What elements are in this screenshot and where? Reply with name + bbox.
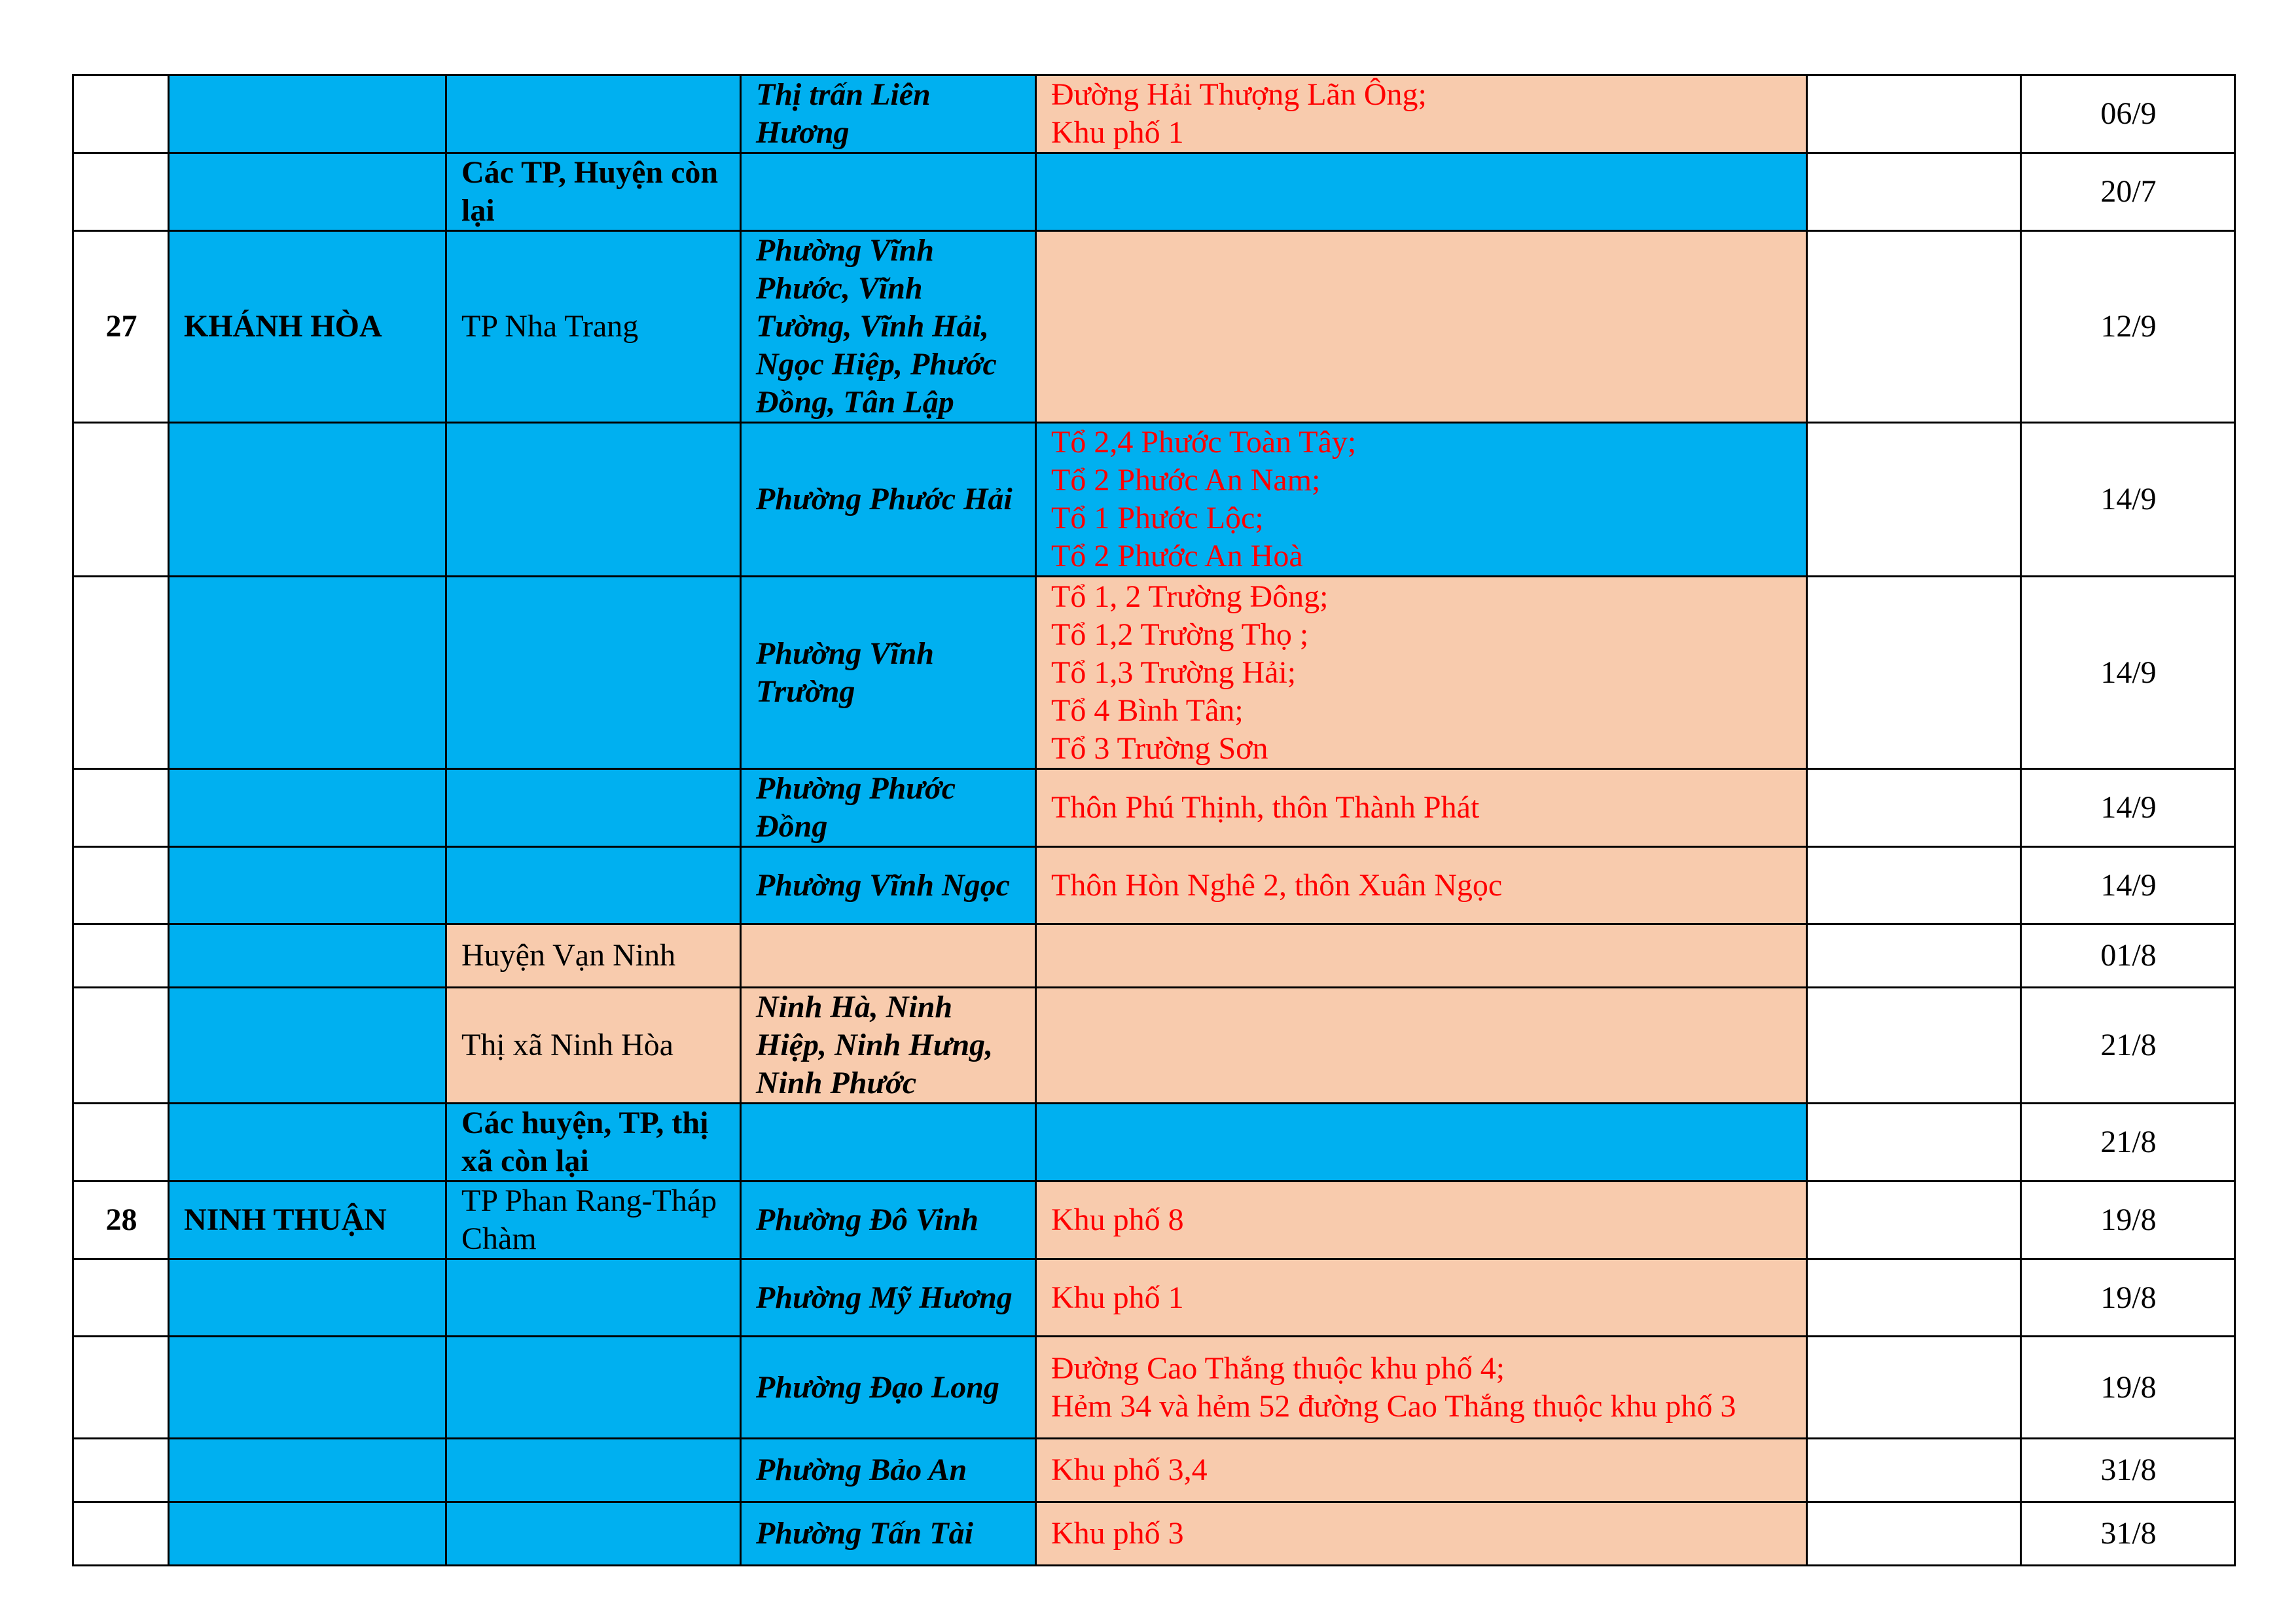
- area-cell: [1036, 769, 1807, 847]
- row-number-cell: [73, 423, 169, 577]
- row-number-cell: [73, 577, 169, 769]
- area-line: Đường Hải Thượng Lãn Ông;: [1051, 77, 1427, 112]
- row-number-cell: [73, 847, 169, 924]
- area-cell: [1036, 231, 1807, 423]
- date-cell: 12/9: [2021, 231, 2235, 423]
- ward-cell: [741, 924, 1036, 988]
- district-cell: [446, 847, 741, 924]
- area-line: Tổ 4 Bình Tân;: [1051, 693, 1244, 728]
- date-cell: 19/8: [2021, 1182, 2235, 1259]
- area-line: Thôn Hòn Nghê 2, thôn Xuân Ngọc: [1051, 867, 1503, 903]
- row-number-cell: 27: [73, 231, 169, 423]
- ward-cell: Phường Bảo An: [741, 1439, 1036, 1502]
- area-cell: [1036, 1439, 1807, 1502]
- district-cell: Các TP, Huyện còn lại: [446, 153, 741, 231]
- province-cell: [169, 847, 446, 924]
- ward-cell: Phường Phước Đồng: [741, 769, 1036, 847]
- ward-cell: Phường Phước Hải: [741, 423, 1036, 577]
- area-line: Khu phố 8: [1051, 1202, 1184, 1237]
- area-line: Tổ 2,4 Phước Toàn Tây;: [1051, 425, 1357, 460]
- area-line: Khu phố 3: [1051, 1516, 1184, 1551]
- district-cell: [446, 1259, 741, 1337]
- province-cell: [169, 75, 446, 153]
- province-cell: [169, 1337, 446, 1439]
- area-line: Tổ 3 Trường Sơn: [1051, 731, 1268, 766]
- province-cell: [169, 577, 446, 769]
- date-cell: 20/7: [2021, 153, 2235, 231]
- district-cell: [446, 577, 741, 769]
- date-cell: 31/8: [2021, 1439, 2235, 1502]
- date-cell: 31/8: [2021, 1502, 2235, 1566]
- ward-cell: [741, 1104, 1036, 1182]
- ward-cell: Thị trấn Liên Hương: [741, 75, 1036, 153]
- area-line: Tổ 2 Phước An Nam;: [1051, 463, 1321, 497]
- area-line: Tổ 1 Phước Lộc;: [1051, 501, 1264, 535]
- area-line: Tổ 1,3 Trường Hải;: [1051, 655, 1297, 690]
- empty-cell: [1807, 1104, 2021, 1182]
- province-cell: NINH THUẬN: [169, 1182, 446, 1259]
- district-cell: [446, 423, 741, 577]
- empty-cell: [1807, 577, 2021, 769]
- table-row: [73, 75, 2235, 153]
- area-line: Tổ 2 Phước An Hoà: [1051, 539, 1303, 573]
- ward-cell: Phường Tấn Tài: [741, 1502, 1036, 1566]
- province-cell: [169, 769, 446, 847]
- area-cell: [1036, 988, 1807, 1104]
- empty-cell: [1807, 1439, 2021, 1502]
- empty-cell: [1807, 924, 2021, 988]
- district-cell: TP Phan Rang-Tháp Chàm: [446, 1182, 741, 1259]
- table-body: [73, 75, 2235, 1566]
- area-line: Khu phố 1: [1051, 115, 1184, 150]
- district-cell: Thị xã Ninh Hòa: [446, 988, 741, 1104]
- row-number-cell: [73, 924, 169, 988]
- area-line: Tổ 1,2 Trường Thọ ;: [1051, 617, 1309, 652]
- district-cell: Các huyện, TP, thị xã còn lại: [446, 1104, 741, 1182]
- date-cell: 06/9: [2021, 75, 2235, 153]
- empty-cell: [1807, 75, 2021, 153]
- area-line: Thôn Phú Thịnh, thôn Thành Phát: [1051, 790, 1480, 825]
- empty-cell: [1807, 1337, 2021, 1439]
- table-row: [73, 988, 2235, 1104]
- area-cell: [1036, 1182, 1807, 1259]
- area-cell: [1036, 577, 1807, 769]
- district-cell: [446, 1502, 741, 1566]
- empty-cell: [1807, 153, 2021, 231]
- district-cell: [446, 1337, 741, 1439]
- table-row: [73, 231, 2235, 423]
- province-cell: [169, 1502, 446, 1566]
- row-number-cell: [73, 153, 169, 231]
- area-line: Khu phố 3,4: [1051, 1453, 1208, 1487]
- empty-cell: [1807, 423, 2021, 577]
- empty-cell: [1807, 769, 2021, 847]
- province-cell: [169, 1104, 446, 1182]
- province-cell: [169, 1259, 446, 1337]
- date-cell: 14/9: [2021, 847, 2235, 924]
- province-cell: [169, 423, 446, 577]
- date-cell: 19/8: [2021, 1337, 2235, 1439]
- empty-cell: [1807, 847, 2021, 924]
- ward-cell: Phường Vĩnh Trường: [741, 577, 1036, 769]
- table-row: [73, 1439, 2235, 1502]
- table-row: [73, 1502, 2235, 1566]
- district-cell: [446, 75, 741, 153]
- province-cell: [169, 924, 446, 988]
- province-cell: [169, 1439, 446, 1502]
- area-line: Khu phố 1: [1051, 1280, 1184, 1315]
- row-number-cell: [73, 769, 169, 847]
- date-cell: 21/8: [2021, 988, 2235, 1104]
- table-row: [73, 769, 2235, 847]
- table-row: [73, 1259, 2235, 1337]
- area-line: Hẻm 34 và hẻm 52 đường Cao Thắng thuộc khu phố 3: [1051, 1388, 1736, 1424]
- row-number-cell: [73, 1439, 169, 1502]
- ward-cell: Phường Vĩnh Phước, Vĩnh Tường, Vĩnh Hải, Ngọc Hiệp, Phước Đồng, Tân Lập: [741, 231, 1036, 423]
- area-cell: [1036, 924, 1807, 988]
- ward-cell: [741, 153, 1036, 231]
- ward-cell: Ninh Hà, Ninh Hiệp, Ninh Hưng, Ninh Phước: [741, 988, 1036, 1104]
- area-cell: [1036, 847, 1807, 924]
- table-row: [73, 1337, 2235, 1439]
- district-cell: [446, 769, 741, 847]
- table-row: [73, 153, 2235, 231]
- table-row: [73, 1182, 2235, 1259]
- table-row: [73, 924, 2235, 988]
- province-cell: [169, 988, 446, 1104]
- empty-cell: [1807, 1502, 2021, 1566]
- area-cell: [1036, 1259, 1807, 1337]
- date-cell: 14/9: [2021, 577, 2235, 769]
- date-cell: 14/9: [2021, 769, 2235, 847]
- date-cell: 01/8: [2021, 924, 2235, 988]
- ward-cell: Phường Mỹ Hương: [741, 1259, 1036, 1337]
- district-cell: Huyện Vạn Ninh: [446, 924, 741, 988]
- province-cell: KHÁNH HÒA: [169, 231, 446, 423]
- district-cell: TP Nha Trang: [446, 231, 741, 423]
- empty-cell: [1807, 988, 2021, 1104]
- area-cell: [1036, 1337, 1807, 1439]
- ward-cell: Phường Đạo Long: [741, 1337, 1036, 1439]
- ward-cell: Phường Đô Vinh: [741, 1182, 1036, 1259]
- area-cell: [1036, 423, 1807, 577]
- lockdown-areas-table: [72, 74, 2236, 1566]
- empty-cell: [1807, 1182, 2021, 1259]
- row-number-cell: [73, 1259, 169, 1337]
- table-row: [73, 577, 2235, 769]
- date-cell: 21/8: [2021, 1104, 2235, 1182]
- district-cell: [446, 1439, 741, 1502]
- date-cell: 14/9: [2021, 423, 2235, 577]
- date-cell: 19/8: [2021, 1259, 2235, 1337]
- row-number-cell: [73, 1502, 169, 1566]
- row-number-cell: 28: [73, 1182, 169, 1259]
- province-cell: [169, 153, 446, 231]
- row-number-cell: [73, 1337, 169, 1439]
- empty-cell: [1807, 1259, 2021, 1337]
- table-row: [73, 847, 2235, 924]
- row-number-cell: [73, 1104, 169, 1182]
- empty-cell: [1807, 231, 2021, 423]
- area-cell: [1036, 153, 1807, 231]
- area-cell: [1036, 75, 1807, 153]
- area-line: Tổ 1, 2 Trường Đông;: [1051, 579, 1329, 614]
- area-cell: [1036, 1502, 1807, 1566]
- table-row: [73, 423, 2235, 577]
- row-number-cell: [73, 988, 169, 1104]
- table-row: [73, 1104, 2235, 1182]
- ward-cell: Phường Vĩnh Ngọc: [741, 847, 1036, 924]
- area-cell: [1036, 1104, 1807, 1182]
- row-number-cell: [73, 75, 169, 153]
- area-line: Đường Cao Thắng thuộc khu phố 4;: [1051, 1350, 1505, 1386]
